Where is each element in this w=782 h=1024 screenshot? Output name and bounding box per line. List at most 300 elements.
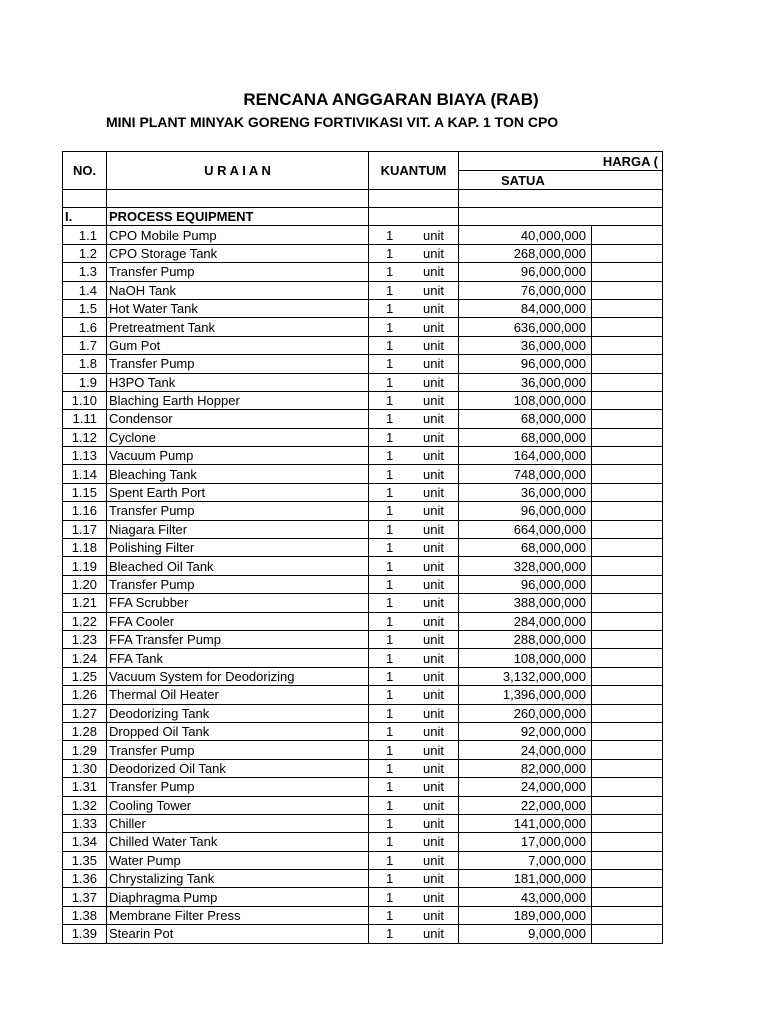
item-price: 288,000,000 [459,630,592,648]
item-name: Spent Earth Port [107,483,369,501]
table-row [63,373,663,391]
item-price: 40,000,000 [459,226,592,244]
item-name: Dropped Oil Tank [107,722,369,740]
item-no: 1.29 [63,741,107,759]
item-no: 1.35 [63,851,107,869]
item-no: 1.17 [63,520,107,538]
item-price: 24,000,000 [459,741,592,759]
document-subtitle: MINI PLANT MINYAK GORENG FORTIVIKASI VIT. A KAP. 1 TON CPO [106,114,559,130]
item-total [592,226,663,244]
item-name: Chrystalizing Tank [107,870,369,888]
item-name: Water Pump [107,851,369,869]
item-name: Bleached Oil Tank [107,557,369,575]
item-no: 1.8 [63,355,107,373]
table-row [63,483,663,501]
item-name: NaOH Tank [107,281,369,299]
table-row [63,888,663,906]
item-no: 1.3 [63,263,107,281]
item-total [592,888,663,906]
item-qty-value: 1 [386,466,394,482]
item-qty-value: 1 [386,485,394,501]
table-row [63,796,663,814]
table-row [63,410,663,428]
item-no: 1.1 [63,226,107,244]
item-no: 1.34 [63,833,107,851]
table-row [63,520,663,538]
item-total [592,373,663,391]
item-unit: unit [423,319,444,335]
item-no: 1.38 [63,906,107,924]
item-total [592,612,663,630]
item-no: 1.21 [63,594,107,612]
item-qty-value: 1 [386,834,394,850]
table-row [63,299,663,317]
item-quantity [369,722,459,740]
item-total [592,483,663,501]
item-quantity [369,888,459,906]
item-name: Transfer Pump [107,355,369,373]
item-price: 260,000,000 [459,704,592,722]
table-row [63,722,663,740]
table-row [63,594,663,612]
item-price: 36,000,000 [459,373,592,391]
item-total [592,336,663,354]
item-no: 1.28 [63,722,107,740]
item-unit: unit [423,485,444,501]
item-price: 748,000,000 [459,465,592,483]
item-price: 36,000,000 [459,336,592,354]
item-total [592,686,663,704]
item-total [592,870,663,888]
item-quantity [369,299,459,317]
item-total [592,557,663,575]
item-no: 1.26 [63,686,107,704]
item-no: 1.2 [63,244,107,262]
item-qty-value: 1 [386,852,394,868]
table-row [63,686,663,704]
item-quantity [369,796,459,814]
item-name: Transfer Pump [107,575,369,593]
item-no: 1.22 [63,612,107,630]
item-quantity [369,281,459,299]
item-name: Blaching Earth Hopper [107,391,369,409]
table-row [63,502,663,520]
item-no: 1.7 [63,336,107,354]
item-qty-value: 1 [386,926,394,942]
table-row [63,778,663,796]
item-price: 96,000,000 [459,575,592,593]
item-no: 1.30 [63,759,107,777]
item-quantity [369,630,459,648]
item-no: 1.4 [63,281,107,299]
item-no: 1.23 [63,630,107,648]
item-price: 664,000,000 [459,520,592,538]
item-total [592,391,663,409]
item-total [592,318,663,336]
table-row [63,759,663,777]
item-qty-value: 1 [386,816,394,832]
item-total [592,447,663,465]
item-price: 284,000,000 [459,612,592,630]
item-name: Transfer Pump [107,778,369,796]
item-unit: unit [423,577,444,592]
item-unit: unit [423,521,444,537]
item-total [592,906,663,924]
item-total [592,539,663,557]
item-price: 189,000,000 [459,906,592,924]
item-unit: unit [423,227,444,243]
item-name: Diaphragma Pump [107,888,369,906]
item-no: 1.15 [63,483,107,501]
item-no: 1.10 [63,391,107,409]
item-name: Bleaching Tank [107,465,369,483]
item-total [592,465,663,483]
item-unit: unit [423,724,444,740]
item-name: Transfer Pump [107,741,369,759]
item-total [592,520,663,538]
item-no: 1.19 [63,557,107,575]
item-quantity [369,520,459,538]
item-qty-value: 1 [386,227,394,243]
item-quantity [369,759,459,777]
item-name: Gum Pot [107,336,369,354]
item-total [592,281,663,299]
item-name: Cyclone [107,428,369,446]
item-quantity [369,244,459,262]
item-qty-value: 1 [386,650,394,666]
item-qty-value: 1 [386,245,394,261]
item-quantity [369,612,459,630]
item-qty-value: 1 [386,264,394,280]
table-row [63,814,663,832]
header-kuantum: KUANTUM [369,152,459,190]
item-qty-value: 1 [386,613,394,629]
item-unit: unit [423,264,444,280]
item-unit: unit [423,650,444,666]
item-name: FFA Scrubber [107,594,369,612]
item-unit: unit [423,613,444,629]
table-row [63,428,663,446]
item-no: 1.27 [63,704,107,722]
item-qty-value: 1 [386,393,394,409]
table-row [63,925,663,943]
item-unit: unit [423,816,444,832]
item-price: 388,000,000 [459,594,592,612]
item-price: 76,000,000 [459,281,592,299]
item-no: 1.31 [63,778,107,796]
table-row [63,318,663,336]
item-qty-value: 1 [386,411,394,427]
table-row [63,281,663,299]
table-row [63,336,663,354]
item-price: 68,000,000 [459,539,592,557]
item-qty-value: 1 [386,374,394,390]
item-name: Transfer Pump [107,502,369,520]
item-price: 17,000,000 [459,833,592,851]
section-name: PROCESS EQUIPMENT [107,208,369,226]
table-row [63,355,663,373]
item-price: 96,000,000 [459,502,592,520]
item-quantity [369,447,459,465]
item-price: 68,000,000 [459,410,592,428]
item-price: 22,000,000 [459,796,592,814]
item-unit: unit [423,282,444,298]
item-total [592,778,663,796]
item-quantity [369,465,459,483]
table-row [63,649,663,667]
item-unit: unit [423,632,444,648]
item-qty-value: 1 [386,356,394,372]
table-row [63,704,663,722]
item-quantity [369,226,459,244]
item-unit: unit [423,668,444,684]
item-price: 82,000,000 [459,759,592,777]
table-row [63,244,663,262]
section-row [63,208,663,226]
item-unit: unit [423,301,444,317]
rab-table [62,151,663,944]
item-name: Transfer Pump [107,263,369,281]
item-no: 1.36 [63,870,107,888]
item-total [592,814,663,832]
item-name: Pretreatment Tank [107,318,369,336]
item-total [592,704,663,722]
table-row [63,575,663,593]
item-name: FFA Transfer Pump [107,630,369,648]
item-total [592,502,663,520]
item-qty-value: 1 [386,705,394,721]
item-unit: unit [423,393,444,409]
item-price: 268,000,000 [459,244,592,262]
header-no: NO. [63,152,107,190]
item-price: 68,000,000 [459,428,592,446]
item-quantity [369,355,459,373]
item-quantity [369,263,459,281]
table-row [63,391,663,409]
item-total [592,263,663,281]
item-price: 7,000,000 [459,851,592,869]
item-qty-value: 1 [386,889,394,905]
item-name: Deodorizing Tank [107,704,369,722]
item-unit: unit [423,558,444,574]
item-name: FFA Cooler [107,612,369,630]
item-quantity [369,336,459,354]
item-name: Hot Water Tank [107,299,369,317]
item-unit: unit [423,448,444,464]
table-row [63,741,663,759]
item-qty-value: 1 [386,448,394,464]
item-total [592,925,663,943]
item-no: 1.6 [63,318,107,336]
item-price: 9,000,000 [459,925,592,943]
item-no: 1.25 [63,667,107,685]
item-qty-value: 1 [386,871,394,887]
item-no: 1.33 [63,814,107,832]
item-quantity [369,704,459,722]
item-qty-value: 1 [386,779,394,795]
item-no: 1.37 [63,888,107,906]
table-row [63,906,663,924]
item-name: Vacuum Pump [107,447,369,465]
item-price: 141,000,000 [459,814,592,832]
item-name: Chiller [107,814,369,832]
item-quantity [369,667,459,685]
item-quantity [369,778,459,796]
item-unit: unit [423,466,444,482]
item-total [592,355,663,373]
item-unit: unit [423,871,444,887]
item-qty-value: 1 [386,337,394,353]
item-quantity [369,906,459,924]
item-qty-value: 1 [386,742,394,758]
item-price: 181,000,000 [459,870,592,888]
item-quantity [369,649,459,667]
header-harga: HARGA ( [459,152,663,171]
item-unit: unit [423,926,444,942]
item-total [592,722,663,740]
item-unit: unit [423,337,444,353]
item-price: 84,000,000 [459,299,592,317]
item-price: 3,132,000,000 [459,667,592,685]
item-name: Deodorized Oil Tank [107,759,369,777]
item-unit: unit [423,356,444,372]
item-quantity [369,428,459,446]
item-total [592,410,663,428]
item-qty-value: 1 [386,908,394,924]
item-qty-value: 1 [386,668,394,684]
item-unit: unit [423,595,444,611]
item-name: Condensor [107,410,369,428]
item-unit: unit [423,889,444,905]
item-unit: unit [423,908,444,924]
table-row [63,630,663,648]
item-name: Niagara Filter [107,520,369,538]
item-price: 108,000,000 [459,391,592,409]
item-no: 1.39 [63,925,107,943]
item-total [592,833,663,851]
item-name: Chilled Water Tank [107,833,369,851]
item-quantity [369,686,459,704]
item-quantity [369,851,459,869]
item-qty-value: 1 [386,632,394,648]
blank-row [63,190,663,208]
item-qty-value: 1 [386,429,394,445]
item-qty-value: 1 [386,760,394,776]
item-qty-value: 1 [386,319,394,335]
item-name: Cooling Tower [107,796,369,814]
table-row [63,667,663,685]
document-title: RENCANA ANGGARAN BIAYA (RAB) [243,90,539,109]
item-qty-value: 1 [386,687,394,703]
item-price: 96,000,000 [459,355,592,373]
item-price: 164,000,000 [459,447,592,465]
table-row [63,447,663,465]
item-no: 1.14 [63,465,107,483]
table-row [63,612,663,630]
item-unit: unit [423,540,444,556]
table-row [63,539,663,557]
item-quantity [369,391,459,409]
item-quantity [369,814,459,832]
table-row [63,833,663,851]
item-quantity [369,594,459,612]
item-quantity [369,373,459,391]
table-row [63,557,663,575]
item-total [592,594,663,612]
item-no: 1.12 [63,428,107,446]
item-unit: unit [423,503,444,519]
item-qty-value: 1 [386,558,394,574]
item-qty-value: 1 [386,577,394,592]
header-satuan: SATUA [459,171,663,190]
item-quantity [369,502,459,520]
item-unit: unit [423,852,444,868]
item-no: 1.11 [63,410,107,428]
item-no: 1.13 [63,447,107,465]
item-quantity [369,741,459,759]
item-price: 43,000,000 [459,888,592,906]
item-total [592,649,663,667]
item-qty-value: 1 [386,301,394,317]
item-quantity [369,410,459,428]
item-total [592,759,663,777]
item-quantity [369,318,459,336]
item-unit: unit [423,760,444,776]
item-name: CPO Storage Tank [107,244,369,262]
item-qty-value: 1 [386,503,394,519]
item-price: 108,000,000 [459,649,592,667]
item-quantity [369,539,459,557]
item-name: Thermal Oil Heater [107,686,369,704]
item-price: 96,000,000 [459,263,592,281]
item-price: 92,000,000 [459,722,592,740]
item-no: 1.16 [63,502,107,520]
item-quantity [369,575,459,593]
item-name: Polishing Filter [107,539,369,557]
item-total [592,244,663,262]
item-qty-value: 1 [386,797,394,813]
item-total [592,428,663,446]
item-total [592,796,663,814]
item-no: 1.32 [63,796,107,814]
table-row [63,465,663,483]
item-total [592,851,663,869]
item-name: CPO Mobile Pump [107,226,369,244]
item-unit: unit [423,245,444,261]
item-name: Stearin Pot [107,925,369,943]
item-unit: unit [423,374,444,390]
item-total [592,741,663,759]
item-unit: unit [423,779,444,795]
item-unit: unit [423,742,444,758]
item-quantity [369,483,459,501]
item-no: 1.20 [63,575,107,593]
item-total [592,667,663,685]
item-total [592,575,663,593]
item-quantity [369,833,459,851]
item-no: 1.9 [63,373,107,391]
item-no: 1.5 [63,299,107,317]
item-total [592,299,663,317]
item-price: 1,396,000,000 [459,686,592,704]
item-quantity [369,870,459,888]
item-quantity [369,925,459,943]
table-row [63,870,663,888]
item-price: 328,000,000 [459,557,592,575]
table-row [63,263,663,281]
item-no: 1.18 [63,539,107,557]
item-unit: unit [423,411,444,427]
